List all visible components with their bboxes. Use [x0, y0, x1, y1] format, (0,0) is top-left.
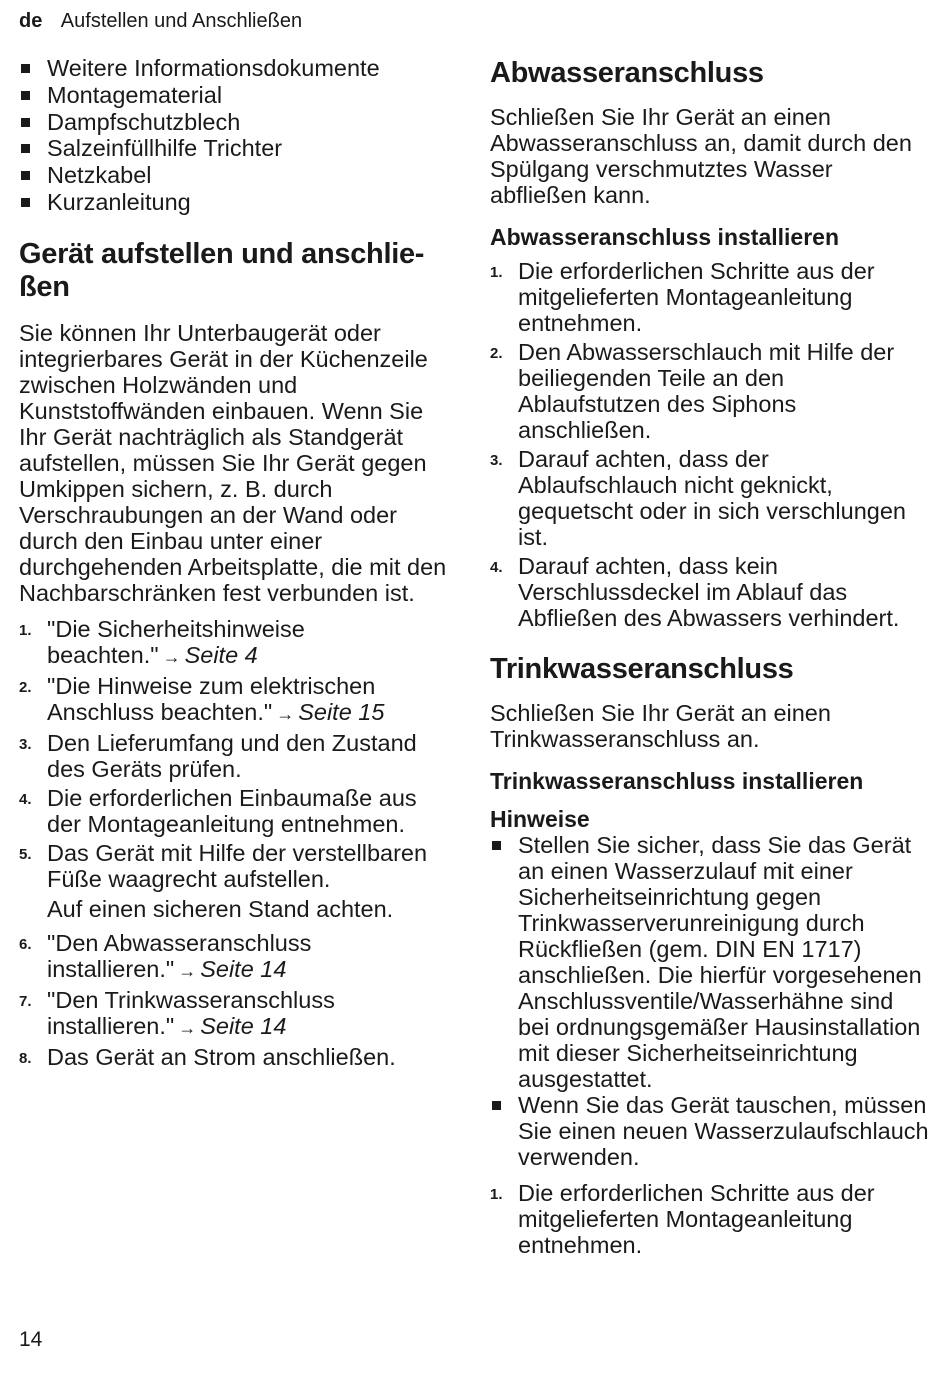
list-item: Netzkabel	[19, 162, 449, 189]
list-item: 8. Das Gerät an Strom anschließen.	[19, 1043, 396, 1070]
list-item: 5. Das Gerät mit Hilfe der verstellbaren Füße waagrecht aufstellen.	[19, 839, 428, 892]
arrow-right-icon: →	[178, 960, 197, 981]
bullet-square-icon	[492, 1101, 501, 1110]
section-heading-abwasser: Abwasseranschluss	[490, 57, 764, 89]
bullet-square-icon	[21, 91, 30, 100]
list-item: Salzeinfüllhilfe Trichter	[19, 135, 449, 162]
language-code: de	[19, 10, 43, 32]
list-item: 1. Die erforderlichen Schritte aus der mitgelieferten Montageanleitung entnehmen.	[490, 1180, 875, 1258]
scope-of-delivery-list	[19, 55, 449, 216]
section-heading-install: Gerät aufstellen und anschlie-ßen	[19, 237, 425, 303]
left-column	[19, 55, 449, 1073]
page-number: 14	[19, 1328, 43, 1351]
list-item: Montagematerial	[19, 82, 449, 109]
abwasser-steps-list	[490, 258, 930, 631]
install-steps-list	[19, 616, 449, 892]
list-item: 6. "Den Abwasseranschluss installieren." → Seite 14	[19, 929, 312, 982]
right-column	[490, 55, 930, 1261]
list-item: 4. Darauf achten, dass kein Verschlussdeckel im Ablauf das Abfließen des Abwassers verhindert.	[490, 553, 900, 631]
page-reference-link[interactable]: Seite 4	[184, 641, 258, 668]
abwasser-subheading: Abwasseranschluss installieren	[490, 224, 839, 250]
list-item: 7. "Den Trinkwasseranschluss installieren." → Seite 14	[19, 986, 335, 1039]
list-item: Dampfschutzblech	[19, 109, 449, 136]
trinkwasser-paragraph: Schließen Sie Ihr Gerät an einen Trinkwasseranschluss an.	[490, 700, 831, 752]
list-item: 1. "Die Sicherheitshinweise beachten." → Seite 4	[19, 615, 305, 668]
bullet-square-icon	[21, 198, 30, 207]
list-item: 4. Die erforderlichen Einbaumaße aus der Montageanleitung entnehmen.	[19, 784, 417, 837]
list-item: Weitere Informationsdokumente	[19, 55, 449, 82]
list-item: 3. Darauf achten, dass der Ablaufschlauch nicht geknickt, gequetscht oder in sich verschlungen ist.	[490, 446, 906, 550]
page-reference-link[interactable]: Seite 14	[200, 955, 287, 982]
list-item: 2. "Die Hinweise zum elektrischen Anschluss beachten." → Seite 15	[19, 672, 385, 725]
notes-heading: Hinweise	[490, 806, 590, 832]
install-paragraph: Sie können Ihr Unterbaugerät oder integrierbares Gerät in der Küchenzeile zwischen Holzwänden und Kunststoffwänden einbauen. Wenn Sie Ihr Gerät nachträglich als Standgerät aufstellen, müssen Sie Ihr Gerät gegen Umkippen sichern, z. B. durch Verschraubungen an der Wand oder durch den Einbau unter einer durchgehenden Arbeitsplatte, die mit den Nachbarschränken fest verbunden ist.	[19, 319, 447, 606]
list-item: 1. Die erforderlichen Schritte aus der mitgelieferten Montageanleitung entnehmen.	[490, 258, 875, 336]
bullet-square-icon	[21, 64, 30, 73]
step-note: Auf einen sicheren Stand achten.	[47, 895, 394, 922]
arrow-right-icon: →	[276, 703, 295, 724]
notes-list	[490, 832, 930, 1170]
header-title: Aufstellen und Anschließen	[60, 10, 303, 32]
list-item: 2. Den Abwasserschlauch mit Hilfe der beiliegenden Teile an den Ablaufstutzen des Siphons anschließen.	[490, 339, 895, 443]
bullet-square-icon	[21, 171, 30, 180]
bullet-square-icon	[492, 841, 501, 850]
trinkwasser-subheading: Trinkwasseranschluss installieren	[490, 768, 864, 794]
list-item: Kurzanleitung	[19, 189, 449, 216]
page-reference-link[interactable]: Seite 14	[200, 1012, 287, 1039]
list-item: Stellen Sie sicher, dass Sie das Gerät an einen Wasserzulauf mit einer Sicherheitseinrichtung gegen Trinkwasserverunreinigung durch Rückfließen (gem. DIN EN 1717) anschließen. Die hierfür vorgesehenen Anschlussventile/Wasserhähne sind bei ordnungsgemäßer Hausinstallation mit dieser Sicherheitseinrichtung ausgestattet.	[490, 832, 930, 1092]
page-reference-link[interactable]: Seite 15	[298, 698, 385, 725]
page-header	[19, 8, 302, 34]
section-heading-trinkwasser: Trinkwasseranschluss	[490, 653, 794, 685]
bullet-square-icon	[21, 144, 30, 153]
trinkwasser-steps-list	[490, 1180, 930, 1258]
list-item: 3. Den Lieferumfang und den Zustand des Geräts prüfen.	[19, 729, 417, 782]
abwasser-paragraph: Schließen Sie Ihr Gerät an einen Abwasseranschluss an, damit durch den Spülgang verschmutztes Wasser abfließen kann.	[490, 104, 912, 208]
list-item: Wenn Sie das Gerät tauschen, müssen Sie einen neuen Wasserzulaufschlauch verwenden.	[490, 1092, 930, 1170]
install-steps-list-continued	[19, 930, 449, 1070]
bullet-square-icon	[21, 118, 30, 127]
arrow-right-icon: →	[162, 646, 181, 667]
arrow-right-icon: →	[178, 1017, 197, 1038]
